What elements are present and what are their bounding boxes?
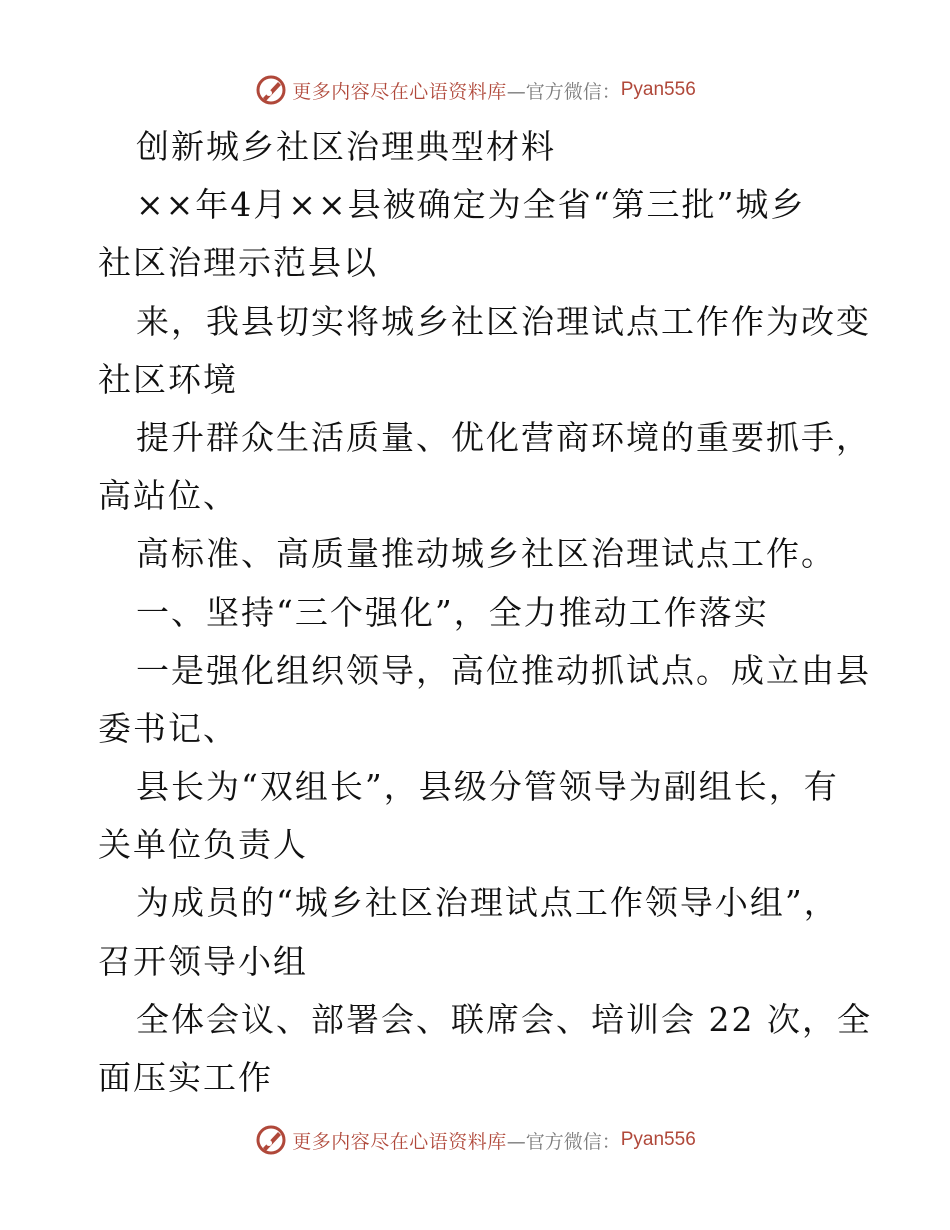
paragraph-line: 来，我县切实将城乡社区治理试点工作作为改变 xyxy=(136,301,871,341)
watermark-wechat-id: Pyan556 xyxy=(620,1129,696,1150)
paragraph-line: 高站位、 xyxy=(98,476,238,516)
paragraph-line: 社区治理示范县以 xyxy=(98,243,378,283)
watermark-wechat-label: —官方微信： xyxy=(506,80,621,103)
paragraph-line: 高标准、高质量推动城乡社区治理试点工作。 xyxy=(136,534,836,574)
watermark-main-text: 更多内容尽在心语资料库 xyxy=(292,80,507,103)
paragraph-line: ××年4月××县被确定为全省“第三批”城乡 xyxy=(136,185,806,225)
paragraph-line: 为成员的“城乡社区治理试点工作领导小组”， xyxy=(136,883,839,923)
document-title: 创新城乡社区治理典型材料 xyxy=(136,127,556,166)
paragraph-line: 召开领导小组 xyxy=(98,941,308,981)
watermark-main-text: 更多内容尽在心语资料库 xyxy=(292,1130,507,1153)
paragraph-line: 委书记、 xyxy=(98,708,238,748)
paragraph-line: 面压实工作 xyxy=(98,1058,273,1097)
paragraph-line: 全体会议、部署会、联席会、培训会 22 次，全 xyxy=(136,999,872,1039)
header-watermark xyxy=(0,70,950,110)
document-body xyxy=(0,118,950,1107)
paragraph-line: 一是强化组织领导，高位推动抓试点。成立由县 xyxy=(136,650,871,690)
paragraph-line: 社区环境 xyxy=(98,359,238,399)
paragraph-line: 县长为“双组长”，县级分管领导为副组长，有 xyxy=(136,767,839,807)
watermark-wechat-id: Pyan556 xyxy=(620,79,696,100)
watermark-wechat-label: —官方微信： xyxy=(506,1130,621,1153)
footer-watermark xyxy=(0,1120,950,1160)
paragraph-line: 提升群众生活质量、优化营商环境的重要抓手， xyxy=(136,417,871,457)
section-heading: 一、坚持“三个强化”，全力推动工作落实 xyxy=(136,592,769,632)
paragraph-line: 关单位负责人 xyxy=(98,825,308,865)
pen-logo-icon xyxy=(254,1123,288,1157)
pen-logo-icon xyxy=(254,73,288,107)
